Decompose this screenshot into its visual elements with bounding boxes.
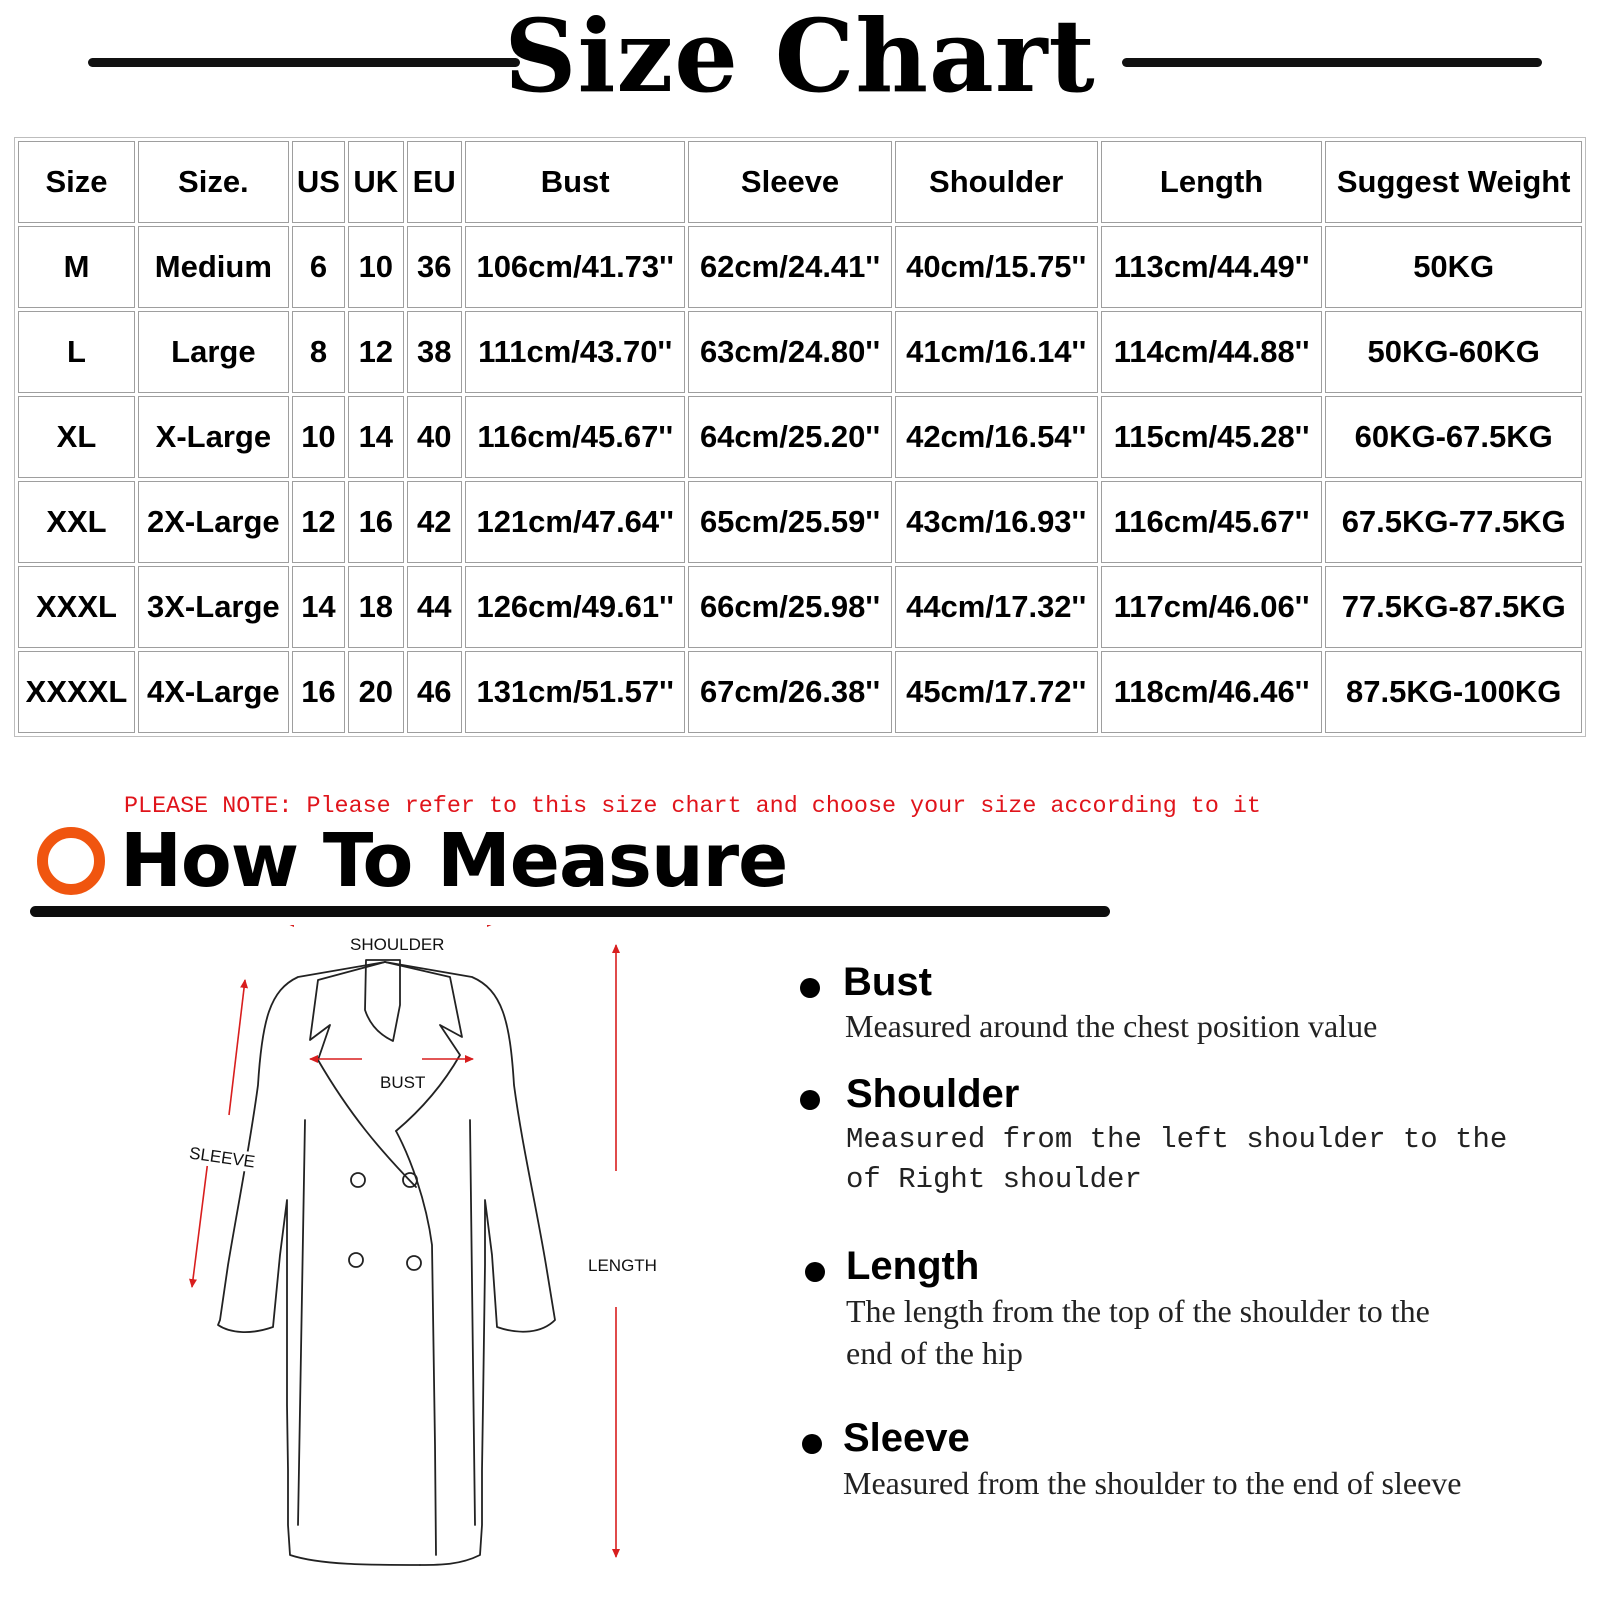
table-cell: XXXL (18, 566, 135, 648)
table-cell: XL (18, 396, 135, 478)
table-cell: 126cm/49.61'' (465, 566, 686, 648)
sleeve-arrow-up (229, 980, 245, 1115)
table-row (18, 311, 1582, 393)
length-desc: The length from the top of the shoulder to the end of the hip (846, 1293, 1430, 1371)
table-cell: 40cm/15.75'' (895, 226, 1098, 308)
table-cell: 40 (407, 396, 462, 478)
coat-button (349, 1253, 363, 1267)
table-cell: 44cm/17.32'' (895, 566, 1098, 648)
header-eu: EU (407, 141, 462, 223)
table-cell: 106cm/41.73'' (465, 226, 686, 308)
header-us: US (292, 141, 345, 223)
table-cell: 8 (292, 311, 345, 393)
table-cell: 113cm/44.49'' (1101, 226, 1323, 308)
table-cell: 14 (348, 396, 403, 478)
table-row (18, 226, 1582, 308)
table-cell: 2X-Large (138, 481, 289, 563)
table-cell: 3X-Large (138, 566, 289, 648)
bullet-icon (800, 1090, 820, 1110)
table-cell: 18 (348, 566, 403, 648)
table-cell: 10 (292, 396, 345, 478)
sleeve-desc: Measured from the shoulder to the end of sleeve (843, 1465, 1462, 1501)
table-cell: XXXXL (18, 651, 135, 733)
bust-label: BUST (380, 1073, 426, 1092)
table-cell: L (18, 311, 135, 393)
shoulder-label: SHOULDER (350, 935, 445, 954)
table-cell: 42 (407, 481, 462, 563)
ring-icon (37, 827, 105, 895)
coat-collar (365, 960, 400, 1041)
bust-desc: Measured around the chest position value (845, 1008, 1378, 1044)
table-cell: M (18, 226, 135, 308)
bullet-icon (802, 1434, 822, 1454)
table-cell: 67.5KG-77.5KG (1325, 481, 1582, 563)
sleeve-label: SLEEVE (186, 1143, 258, 1173)
table-cell: 50KG-60KG (1325, 311, 1582, 393)
size-table (14, 137, 1586, 737)
shoulder-desc-line2: of Right shoulder (846, 1163, 1142, 1196)
heading-rule (30, 906, 1110, 917)
table-cell: 4X-Large (138, 651, 289, 733)
table-cell: 14 (292, 566, 345, 648)
table-cell: 111cm/43.70'' (465, 311, 686, 393)
table-cell: 118cm/46.46'' (1101, 651, 1323, 733)
page-title: Size Chart (504, 0, 1096, 115)
coat-side-seams (298, 1120, 475, 1525)
table-cell: 43cm/16.93'' (895, 481, 1098, 563)
sleeve-arrow-down (192, 1160, 208, 1287)
table-cell: 116cm/45.67'' (1101, 481, 1323, 563)
table-cell: 116cm/45.67'' (465, 396, 686, 478)
shoulder-desc-line1: Measured from the left shoulder to the (846, 1123, 1508, 1156)
table-cell: 64cm/25.20'' (688, 396, 891, 478)
size-note: PLEASE NOTE: Please refer to this size chart and choose your size according to it (124, 794, 1261, 820)
table-cell: 117cm/46.06'' (1101, 566, 1323, 648)
header-sleeve: Sleeve (688, 141, 891, 223)
length-title: Length (846, 1244, 980, 1288)
bullet-icon (800, 978, 820, 998)
table-cell: 41cm/16.14'' (895, 311, 1098, 393)
table-cell: 115cm/45.28'' (1101, 396, 1323, 478)
table-header-row (18, 141, 1582, 223)
table-cell: 20 (348, 651, 403, 733)
table-cell: 60KG-67.5KG (1325, 396, 1582, 478)
header-suggest-weight: Suggest Weight (1325, 141, 1582, 223)
coat-outline-left (218, 962, 420, 1565)
table-cell: 12 (348, 311, 403, 393)
table-cell: 77.5KG-87.5KG (1325, 566, 1582, 648)
table-cell: 63cm/24.80'' (688, 311, 891, 393)
table-cell: 46 (407, 651, 462, 733)
coat-front-edge (396, 1131, 436, 1555)
table-cell: 42cm/16.54'' (895, 396, 1098, 478)
header-shoulder: Shoulder (895, 141, 1098, 223)
bust-title: Bust (843, 960, 932, 1004)
table-row (18, 481, 1582, 563)
sleeve-title: Sleeve (843, 1416, 970, 1460)
table-row (18, 566, 1582, 648)
table-cell: 67cm/26.38'' (688, 651, 891, 733)
table-cell: 114cm/44.88'' (1101, 311, 1323, 393)
table-cell: Large (138, 311, 289, 393)
table-cell: 66cm/25.98'' (688, 566, 891, 648)
bullet-icon (805, 1262, 825, 1282)
table-cell: XXL (18, 481, 135, 563)
header-size: Size (18, 141, 135, 223)
table-cell: 131cm/51.57'' (465, 651, 686, 733)
shoulder-title: Shoulder (846, 1072, 1020, 1116)
table-cell: 44 (407, 566, 462, 648)
table-cell: 65cm/25.59'' (688, 481, 891, 563)
table-cell: 45cm/17.72'' (895, 651, 1098, 733)
table-cell: 50KG (1325, 226, 1582, 308)
coat-button (351, 1173, 365, 1187)
table-cell: 6 (292, 226, 345, 308)
header-uk: UK (348, 141, 403, 223)
table-row (18, 396, 1582, 478)
table-row (18, 651, 1582, 733)
coat-button (407, 1256, 421, 1270)
table-cell: 16 (292, 651, 345, 733)
header-size-name: Size. (138, 141, 289, 223)
table-cell: 10 (348, 226, 403, 308)
header-length: Length (1101, 141, 1323, 223)
table-cell: Medium (138, 226, 289, 308)
table-cell: 121cm/47.64'' (465, 481, 686, 563)
table-cell: 16 (348, 481, 403, 563)
measure-heading: How To Measure (120, 818, 788, 904)
table-cell: 36 (407, 226, 462, 308)
table-cell: 62cm/24.41'' (688, 226, 891, 308)
table-cell: 38 (407, 311, 462, 393)
table-cell: X-Large (138, 396, 289, 478)
table-cell: 87.5KG-100KG (1325, 651, 1582, 733)
coat-lapel-right (385, 962, 462, 1131)
header-bust: Bust (465, 141, 686, 223)
length-label: LENGTH (588, 1256, 657, 1275)
table-cell: 12 (292, 481, 345, 563)
title-banner (0, 0, 1600, 130)
coat-outline-right (385, 962, 555, 1565)
